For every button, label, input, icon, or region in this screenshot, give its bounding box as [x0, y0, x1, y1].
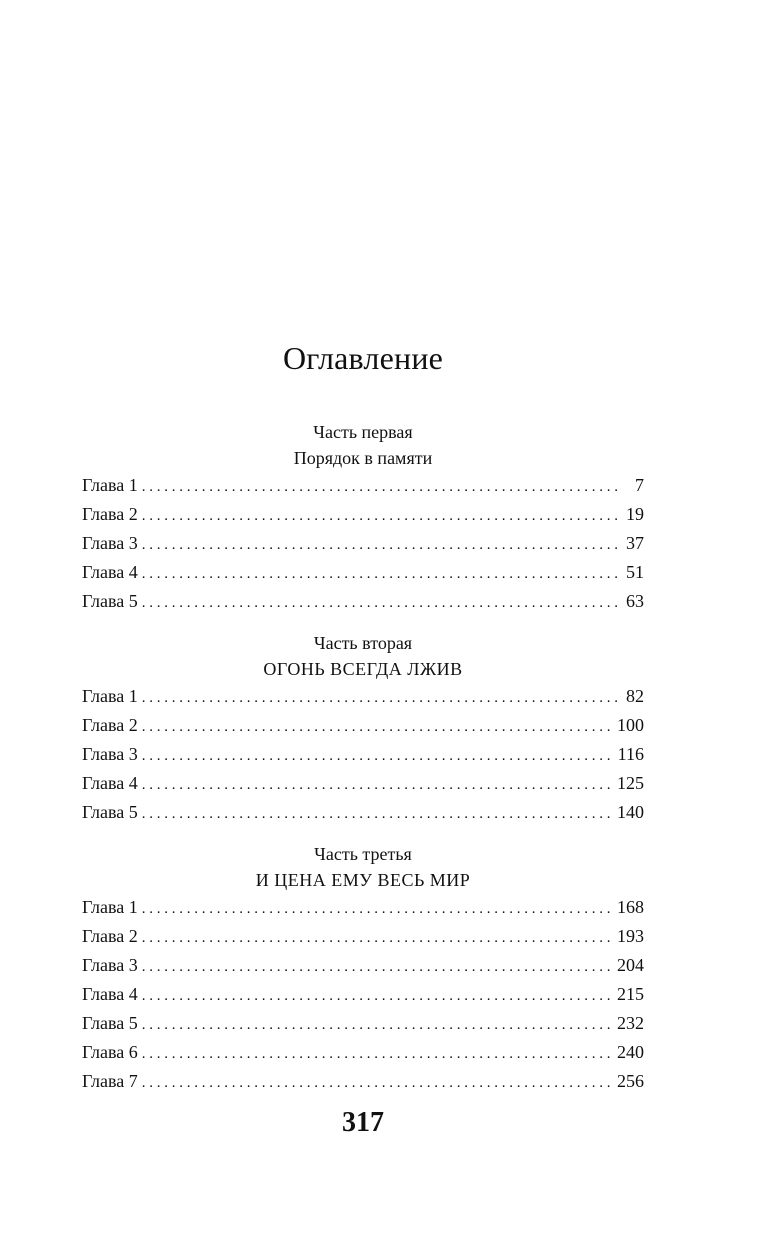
chapter-label: Глава 5 — [82, 802, 138, 822]
part-section — [82, 630, 644, 827]
dot-leader — [142, 953, 613, 982]
chapter-page: 51 — [626, 562, 644, 582]
toc-entry[interactable] — [82, 558, 644, 587]
chapter-page: 100 — [617, 715, 644, 735]
toc-entry[interactable] — [82, 711, 644, 740]
toc-entry[interactable] — [82, 740, 644, 769]
chapter-page: 140 — [617, 802, 644, 822]
chapter-label: Глава 1 — [82, 686, 138, 706]
dot-leader — [142, 502, 618, 531]
toc-entry[interactable] — [82, 471, 644, 500]
chapter-page: 232 — [617, 1013, 644, 1033]
chapter-page: 19 — [626, 504, 644, 524]
chapter-page: 240 — [617, 1042, 644, 1062]
dot-leader — [142, 982, 613, 1011]
chapter-label: Глава 4 — [82, 773, 138, 793]
chapter-page: 215 — [617, 984, 644, 1004]
chapter-label: Глава 4 — [82, 984, 138, 1004]
chapter-label: Глава 1 — [82, 897, 138, 917]
part-name: ОГОНЬ ВСЕГДА ЛЖИВ — [263, 659, 463, 679]
dot-leader — [142, 771, 613, 800]
dot-leader — [142, 473, 618, 502]
part-name: Порядок в памяти — [293, 448, 433, 468]
part-section — [82, 841, 644, 1096]
part-label: Часть третья — [314, 844, 412, 864]
toc-entry[interactable] — [82, 529, 644, 558]
chapter-page: 168 — [617, 897, 644, 917]
part-label: Часть первая — [313, 422, 413, 442]
dot-leader — [142, 1069, 613, 1098]
chapter-label: Глава 2 — [82, 926, 138, 946]
chapter-label: Глава 2 — [82, 504, 138, 524]
part-name: И ЦЕНА ЕМУ ВЕСЬ МИР — [255, 870, 471, 890]
chapter-label: Глава 5 — [82, 591, 138, 611]
dot-leader — [142, 1040, 613, 1069]
dot-leader — [142, 589, 618, 618]
chapter-page: 125 — [617, 773, 644, 793]
dot-leader — [142, 895, 613, 924]
chapter-label: Глава 6 — [82, 1042, 138, 1062]
toc-entry[interactable] — [82, 980, 644, 1009]
chapter-page: 193 — [617, 926, 644, 946]
chapter-page: 116 — [617, 744, 644, 764]
chapter-page: 63 — [626, 591, 644, 611]
dot-leader — [142, 684, 618, 713]
chapter-page: 82 — [626, 686, 644, 706]
part-label: Часть вторая — [313, 633, 413, 653]
chapter-label: Глава 4 — [82, 562, 138, 582]
chapter-page: 256 — [617, 1071, 644, 1091]
chapter-label: Глава 7 — [82, 1071, 138, 1091]
toc-entry[interactable] — [82, 951, 644, 980]
toc-entry[interactable] — [82, 587, 644, 616]
dot-leader — [142, 742, 614, 771]
dot-leader — [142, 1011, 613, 1040]
dot-leader — [142, 713, 613, 742]
chapter-page: 204 — [617, 955, 644, 975]
toc-entry[interactable] — [82, 769, 644, 798]
chapter-label: Глава 3 — [82, 744, 138, 764]
chapter-page: 7 — [635, 475, 644, 495]
chapter-label: Глава 2 — [82, 715, 138, 735]
toc-entry[interactable] — [82, 893, 644, 922]
chapter-label: Глава 1 — [82, 475, 138, 495]
toc-entry[interactable] — [82, 682, 644, 711]
part-section — [82, 419, 644, 616]
chapter-label: Глава 5 — [82, 1013, 138, 1033]
chapter-label: Глава 3 — [82, 533, 138, 553]
toc-title: Оглавление — [282, 340, 444, 376]
dot-leader — [142, 800, 613, 829]
dot-leader — [142, 924, 613, 953]
page-number: 317 — [342, 1107, 384, 1138]
toc-entry[interactable] — [82, 922, 644, 951]
chapter-label: Глава 3 — [82, 955, 138, 975]
toc-entry[interactable] — [82, 1067, 644, 1096]
toc-entry[interactable] — [82, 500, 644, 529]
dot-leader — [142, 560, 618, 589]
toc-entry[interactable] — [82, 1038, 644, 1067]
toc-entry[interactable] — [82, 798, 644, 827]
toc-entry[interactable] — [82, 1009, 644, 1038]
dot-leader — [142, 531, 618, 560]
chapter-page: 37 — [626, 533, 644, 553]
